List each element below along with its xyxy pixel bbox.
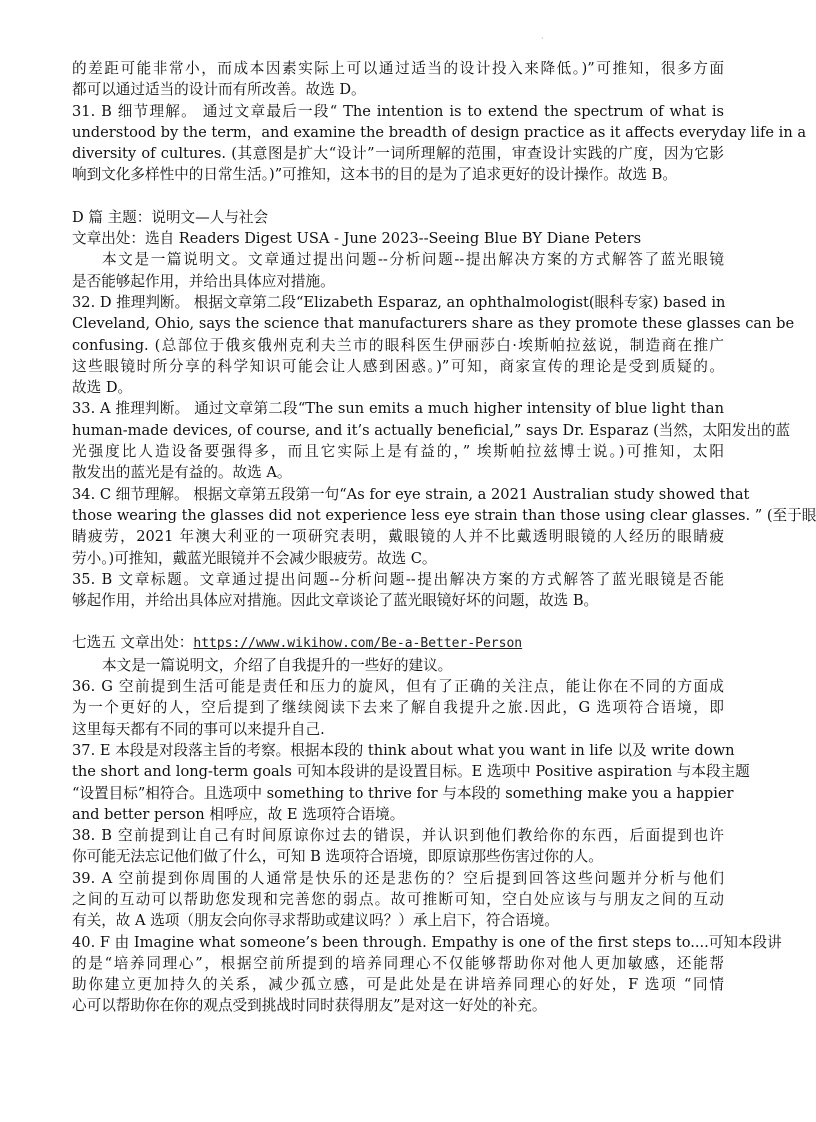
line-text: 这些眼镜时所分享的科学知识可能会让人感到困惑。)”可知，商家宣传的理论是受到质疑的。 (72, 357, 724, 375)
section-gap (72, 611, 724, 632)
text-line (72, 313, 795, 334)
text-line (72, 761, 750, 782)
text-line (72, 548, 724, 569)
text-line (72, 825, 724, 846)
text-line (72, 58, 724, 79)
text-line (72, 505, 816, 526)
line-text: 本文是一篇说明文。文章通过提出问题--分析问题--提出解决方案的方式解答了蓝光眼镜 (102, 251, 724, 269)
line-text: 33. A 推理判断。 通过文章第二段“The sun emits a much higher intensity of blue light than (72, 400, 724, 418)
line-text: 39. A 空前提到你周围的人通常是快乐的还是悲伤的？空后提到回答这些问题并分析与他们 (72, 869, 724, 887)
line-text: understood by the term，and examine the breadth of design practice as it affects everyday life in a (72, 123, 807, 141)
line-text: 35. B 文章标题。文章通过提出问题--分析问题--提出解决方案的方式解答了蓝光眼镜是否能 (72, 570, 724, 588)
text-line (72, 974, 724, 995)
text-line (72, 441, 724, 462)
line-text: 都可以通过适当的设计而有所改善。故选 D。 (72, 81, 366, 99)
text-line (72, 783, 734, 804)
text-line (72, 868, 724, 889)
line-text: 31. B 细节理解。 通过文章最后一段“ The intention is to extend the spectrum of what is (72, 102, 724, 120)
line-text: 够起作用，并给出具体应对措施。因此文章谈论了蓝光眼镜好坏的问题，故选 B。 (72, 592, 599, 610)
line-text: 之间的互动可以帮助您发现和完善您的弱点。故可推断可知，空白处应该与与朋友之间的互动 (72, 890, 724, 908)
text-line (72, 655, 724, 676)
text-line (72, 484, 750, 505)
line-text: 38. B 空前提到让自己有时间原谅你过去的错误，并认识到他们教给你的东西，后面提到也许 (72, 827, 724, 845)
line-text: 为一个更好的人，空后提到了继续阅读下去来了解自我提升之旅.因此，G 选项符合语境，即 (72, 699, 724, 717)
text-line (72, 526, 724, 547)
text-line (72, 719, 724, 740)
line-text: 32. D 推理判断。 根据文章第二段“Elizabeth Esparaz, an ophthalmologist(眼科专家) based in (72, 293, 726, 311)
line-text: “设置目标”相符合。且选项中 something to thrive for 与本段的 something make you a happier (72, 784, 734, 802)
text-line (72, 249, 724, 270)
text-line (72, 676, 724, 697)
text-line (72, 804, 724, 825)
text-line (72, 846, 724, 867)
line-text: 文章出处：选自 Readers Digest USA - June 2023--Seeing Blue BY Diane Peters (72, 230, 642, 248)
text-line (72, 932, 782, 953)
line-text: 本文是一篇说明文，介绍了自我提升的一些好的建议。 (102, 656, 453, 674)
text-line (72, 335, 724, 356)
text-line (72, 569, 724, 590)
line-text: 心可以帮助你在你的观点受到挑战时同时获得朋友”是对这一好处的补充。 (72, 997, 547, 1015)
section-gap (72, 186, 724, 207)
text-line (72, 271, 724, 292)
text-line (72, 228, 724, 249)
answer-explanation-page (72, 58, 816, 1017)
text-line (72, 292, 724, 313)
text-line (72, 79, 724, 100)
line-text: 这里每天都有不同的事可以来提升自己. (72, 720, 325, 738)
line-text: 34. C 细节理解。 根据文章第五段第一句“As for eye strain, a 2021 Australian study showed that (72, 485, 750, 503)
line-text: human-made devices, of course, and it’s actually beneficial,” says Dr. Esparaz (当然，太阳发出的蓝 (72, 421, 791, 439)
text-line (72, 590, 724, 611)
line-text: 的是“培养同理心”，根据空前所提到的培养同理心不仅能够帮助你对他人更加敏感，还能帮 (72, 954, 724, 972)
line-text: 37. E 本段是对段落主旨的考察。根据本段的 think about what you want in life 以及 write down (72, 741, 735, 759)
line-text: 睛疲劳，2021 年澳大利亚的一项研究表明，戴眼镜的人并不比戴透明眼镜的人经历的眼睛疲 (72, 528, 724, 546)
line-text: 是否能够起作用，并给出具体应对措施。 (72, 272, 335, 290)
text-line (72, 122, 807, 143)
text-line (72, 164, 724, 185)
text-line (72, 632, 724, 654)
line-text: 40. F 由 Imagine what someone’s been through. Empathy is one of the first steps to....可知本段讲 (72, 933, 782, 951)
source-link[interactable]: https://www.wikihow.com/Be-a-Better-Person (193, 636, 523, 652)
text-line (72, 697, 724, 718)
text-line (72, 377, 724, 398)
line-text: 36. G 空前提到生活可能是责任和压力的旋风，但有了正确的关注点，能让你在不同的方面成 (72, 678, 724, 696)
line-text: 劳小。)可推知，戴蓝光眼镜并不会减少眼疲劳。故选 C。 (72, 549, 437, 567)
line-text: confusing. (总部位于俄亥俄州克利夫兰市的眼科医生伊丽莎白·埃斯帕拉兹说，制造商在推广 (72, 336, 724, 354)
text-line (72, 740, 735, 761)
text-line (72, 398, 724, 419)
text-line (72, 953, 724, 974)
line-text: 的差距可能非常小，而成本因素实际上可以通过适当的设计投入来降低。)”可推知，很多方面 (72, 60, 724, 77)
line-text: diversity of cultures. (其意图是扩大“设计”一词所理解的范围，审查设计实践的广度，因为它影 (72, 145, 724, 163)
line-text: and better person 相呼应，故 E 选项符合语境。 (72, 805, 405, 823)
line-text: 有关，故 A 选项（朋友会向你寻求帮助或建议吗？）承上启下，符合语境。 (72, 912, 559, 930)
text-line (72, 143, 724, 164)
text-line (72, 420, 791, 441)
text-line (72, 101, 724, 122)
text-line (72, 207, 724, 228)
line-text: 助你建立更加持久的关系，减少孤立感，可是此处是在讲培养同理心的好处，F 选项 “同情 (72, 976, 724, 994)
line-text: Cleveland, Ohio, says the science that manufacturers share as they promote these glasses can be (72, 315, 795, 333)
line-text: 七选五 文章出处： (72, 634, 194, 652)
text-line (72, 910, 724, 931)
text-line (72, 462, 724, 483)
line-text: the short and long-term goals 可知本段讲的是设置目标。E 选项中 Positive aspiration 与本段主题 (72, 763, 750, 781)
line-text: 响到文化多样性中的日常生活。)”可推知，这本书的目的是为了追求更好的设计操作。故选 B。 (72, 166, 677, 184)
text-line (72, 356, 724, 377)
line-text: 散发出的蓝光是有益的。故选 A。 (72, 464, 292, 482)
line-text: 光强度比人造设备要强得多，而且它实际上是有益的，” 埃斯帕拉兹博士说。)可推知，太阳 (72, 443, 724, 461)
corner-mark: · (541, 34, 544, 43)
line-text: 你可能无法忘记他们做了什么，可知 B 选项符合语境，即原谅那些伤害过你的人。 (72, 848, 603, 866)
line-text: 故选 D。 (72, 379, 133, 397)
line-text: D 篇 主题：说明文—人与社会 (72, 208, 269, 226)
text-line (72, 995, 724, 1016)
text-line (72, 889, 724, 910)
line-text: those wearing the glasses did not experience less eye strain than those using clear glasses. ” (至于眼 (72, 506, 816, 524)
